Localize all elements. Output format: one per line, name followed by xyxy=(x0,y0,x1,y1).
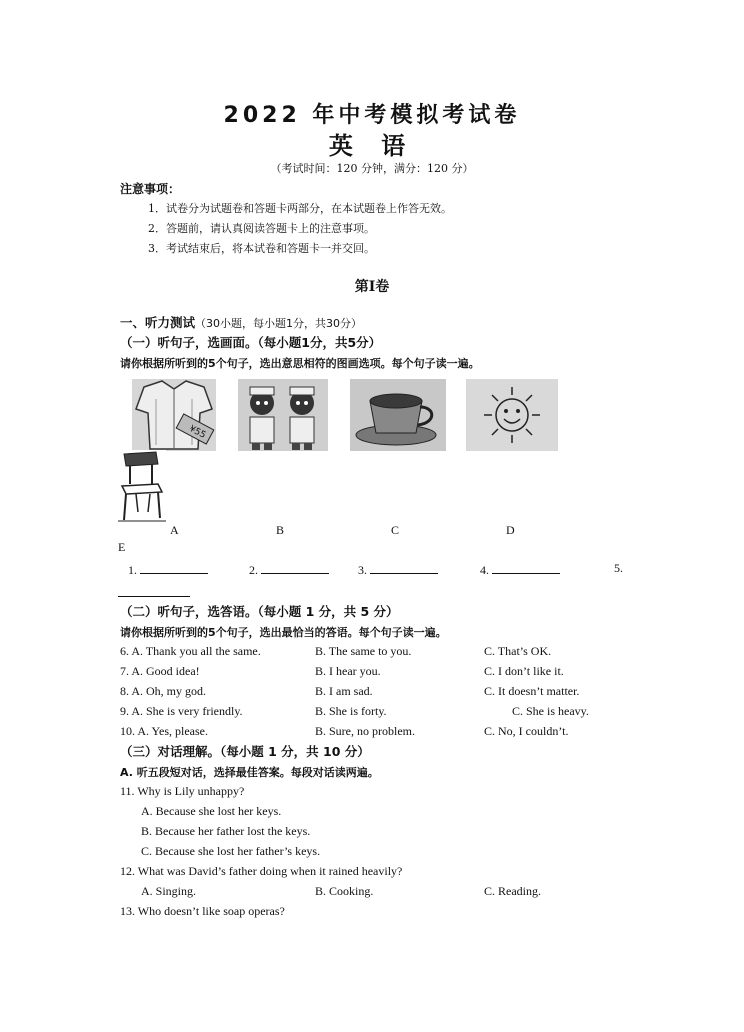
option-12a: A. Singing. xyxy=(141,884,197,898)
answer-blank-3[interactable] xyxy=(358,561,438,578)
option-9c: C. She is heavy. xyxy=(512,704,589,718)
tea-cup-image xyxy=(350,379,446,451)
volume-title: 第Ⅰ卷 xyxy=(354,279,390,295)
option-11a: A. Because she lost her keys. xyxy=(141,804,282,818)
picture-label-a: A xyxy=(170,523,179,537)
exam-info: （考试时间：120 分钟，满分：120 分） xyxy=(270,162,474,175)
option-8a: 8. A. Oh, my god. xyxy=(120,684,207,698)
option-8b: B. I am sad. xyxy=(315,684,373,698)
part1-heading xyxy=(120,313,362,331)
answer-number-5: 5. xyxy=(614,561,623,575)
option-11c: C. Because she lost her father’s keys. xyxy=(141,844,321,858)
option-12b: B. Cooking. xyxy=(315,884,374,898)
picture-label-e: E xyxy=(118,540,126,554)
answer-number: 2. xyxy=(249,563,258,577)
note-item: 2．答题前，请认真阅读答题卡上的注意事项。 xyxy=(148,222,375,235)
shirt-image xyxy=(132,379,216,451)
note-item: 1．试卷分为试题卷和答题卡两部分，在本试题卷上作答无效。 xyxy=(148,202,452,215)
option-10b: B. Sure, no problem. xyxy=(315,724,415,738)
option-7b: B. I hear you. xyxy=(315,664,381,678)
exam-title: 2022 年中考模拟考试卷 xyxy=(223,103,521,128)
picture-label-d: D xyxy=(506,523,515,537)
notes-heading: 注意事项： xyxy=(120,182,181,196)
section3-heading: （三）对话理解。（每小题 1 分，共 10 分） xyxy=(120,744,370,759)
option-7c: C. I don’t like it. xyxy=(484,664,564,678)
sun-image xyxy=(466,379,558,451)
part1-title: 一、听力测试 xyxy=(120,315,196,330)
question-13: 13. Who doesn’t like soap operas? xyxy=(120,904,285,918)
answer-blank-5[interactable] xyxy=(118,596,190,597)
section2-instruction: 请你根据所听到的5个句子，选出最恰当的答语。每个句子读一遍。 xyxy=(120,626,447,639)
section1-instruction: 请你根据所听到的5个句子，选出意思相符的图画选项。每个句子读一遍。 xyxy=(120,357,480,370)
option-8c: C. It doesn’t matter. xyxy=(484,684,580,698)
option-9b: B. She is forty. xyxy=(315,704,387,718)
section3-instruction: A. 听五段短对话，选择最佳答案。每段对话读两遍。 xyxy=(120,766,379,779)
option-10c: C. No, I couldn’t. xyxy=(484,724,569,738)
answer-blank-2[interactable] xyxy=(249,561,329,578)
svg-text:¥55: ¥55 xyxy=(187,424,208,441)
option-6c: C. That’s OK. xyxy=(484,644,552,658)
option-10a: 10. A. Yes, please. xyxy=(120,724,209,738)
option-9a: 9. A. She is very friendly. xyxy=(120,704,243,718)
part1-note: （30小题，每小题1分，共30分） xyxy=(195,317,363,330)
answer-blank-4[interactable] xyxy=(480,561,560,578)
picture-label-b: B xyxy=(276,523,285,537)
subject-title: 英 语 xyxy=(328,132,416,160)
answer-blank-1[interactable] xyxy=(128,561,208,578)
option-6b: B. The same to you. xyxy=(315,644,412,658)
option-11b: B. Because her father lost the keys. xyxy=(141,824,311,838)
option-12c: C. Reading. xyxy=(484,884,541,898)
question-12: 12. What was David’s father doing when it rained heavily? xyxy=(120,864,403,878)
answer-number: 1. xyxy=(128,563,137,577)
option-7a: 7. A. Good idea! xyxy=(120,664,200,678)
picture-label-c: C xyxy=(391,523,400,537)
answer-number: 4. xyxy=(480,563,489,577)
note-item: 3．考试结束后，将本试卷和答题卡一并交回。 xyxy=(148,242,375,255)
answer-number: 3. xyxy=(358,563,367,577)
chair-image xyxy=(118,450,166,522)
option-6a: 6. A. Thank you all the same. xyxy=(120,644,261,658)
boys-image xyxy=(238,379,328,451)
section2-heading: （二）听句子，选答语。（每小题 1 分，共 5 分） xyxy=(120,604,399,619)
section1-heading: （一）听句子，选画面。（每小题1分，共5分） xyxy=(120,335,382,350)
question-11: 11. Why is Lily unhappy? xyxy=(120,784,245,798)
